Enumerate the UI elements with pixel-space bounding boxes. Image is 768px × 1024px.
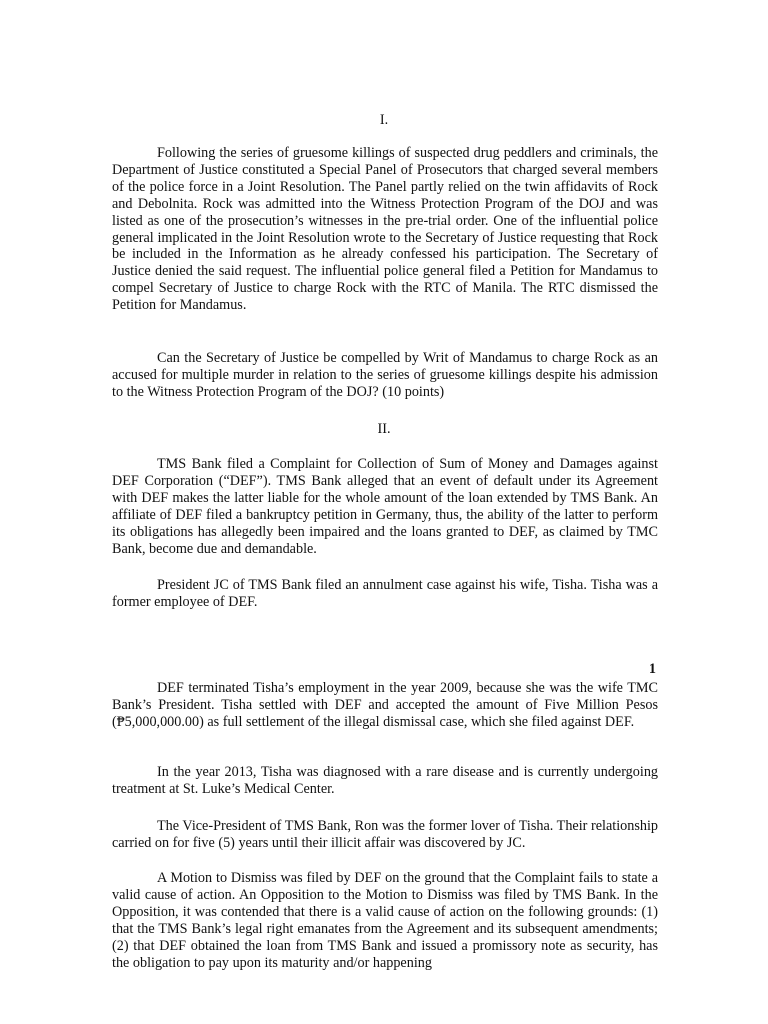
continuation-paragraph-4: [112, 870, 658, 971]
section-2-body: [112, 456, 658, 557]
page-number: 1: [648, 661, 656, 677]
section-1-question: [112, 350, 658, 401]
paragraph: President JC of TMS Bank filed an annulment case against his wife, Tisha. Tisha was a former employee of DEF.: [112, 577, 658, 610]
paragraph: Following the series of gruesome killings of suspected drug peddlers and criminals, the Department of Justice constituted a Special Panel of Prosecutors that charged several members of the police force in a Joint Resolution. The Panel partly relied on the twin affidavits of Rock and Debolnita. Rock was admitted into the Witness Protection Program of the DOJ and was listed as one of the prosecution’s witnesses in the pre-trial order. One of the influential police general implicated in the Joint Resolution wrote to the Secretary of Justice requesting that Rock be included in the Information as he already confessed his participation. The Secretary of Justice denied the said request. The influential police general filed a Petition for Mandamus to compel Secretary of Justice to charge Rock with the RTC of Manila. The RTC dismissed the Petition for Mandamus.: [112, 145, 658, 314]
paragraph: TMS Bank filed a Complaint for Collection of Sum of Money and Damages against DEF Corporation (“DEF”). TMS Bank alleged that an event of default under its Agreement with DEF makes the latter liable for the whole amount of the loan extended by TMS Bank. An affiliate of DEF filed a bankruptcy petition in Germany, thus, the ability of the latter to perform its obligations has allegedly been impaired and the loans granted to DEF, as claimed by TMC Bank, become due and demandable.: [112, 456, 658, 557]
continuation-paragraph-1: [112, 680, 658, 731]
continuation-paragraph-3: [112, 818, 658, 852]
paragraph: Can the Secretary of Justice be compelled by Writ of Mandamus to charge Rock as an accused for multiple murder in relation to the series of gruesome killings despite his admission to the Witness Protection Program of the DOJ? (10 points): [112, 350, 658, 400]
section-heading-1: I.: [379, 112, 389, 128]
continuation-paragraph-2: [112, 764, 658, 798]
paragraph: In the year 2013, Tisha was diagnosed with a rare disease and is currently undergoing treatment at St. Luke’s Medical Center.: [112, 764, 658, 797]
section-heading-2: II.: [377, 421, 391, 437]
paragraph: DEF terminated Tisha’s employment in the year 2009, because she was the wife TMC Bank’s President. Tisha settled with DEF and accepted the amount of Five Million Pesos (₱5,000,000.00) as full settlement of the illegal dismissal case, which she filed against DEF.: [112, 680, 658, 730]
paragraph: A Motion to Dismiss was filed by DEF on the ground that the Complaint fails to state a valid cause of action. An Opposition to the Motion to Dismiss was filed by TMS Bank. In the Opposition, it was contended that there is a valid cause of action on the following grounds: (1) that the TMS Bank’s legal right emanates from the Agreement and its subsequent amendments; (2) that DEF obtained the loan from TMS Bank and issued a promissory note as security, has the obligation to pay upon its maturity and/or happening: [112, 870, 658, 971]
section-2-facts: [112, 577, 658, 611]
section-1-body: [112, 145, 658, 314]
paragraph: The Vice-President of TMS Bank, Ron was the former lover of Tisha. Their relationship carried on for five (5) years until their illicit affair was discovered by JC.: [112, 818, 658, 851]
